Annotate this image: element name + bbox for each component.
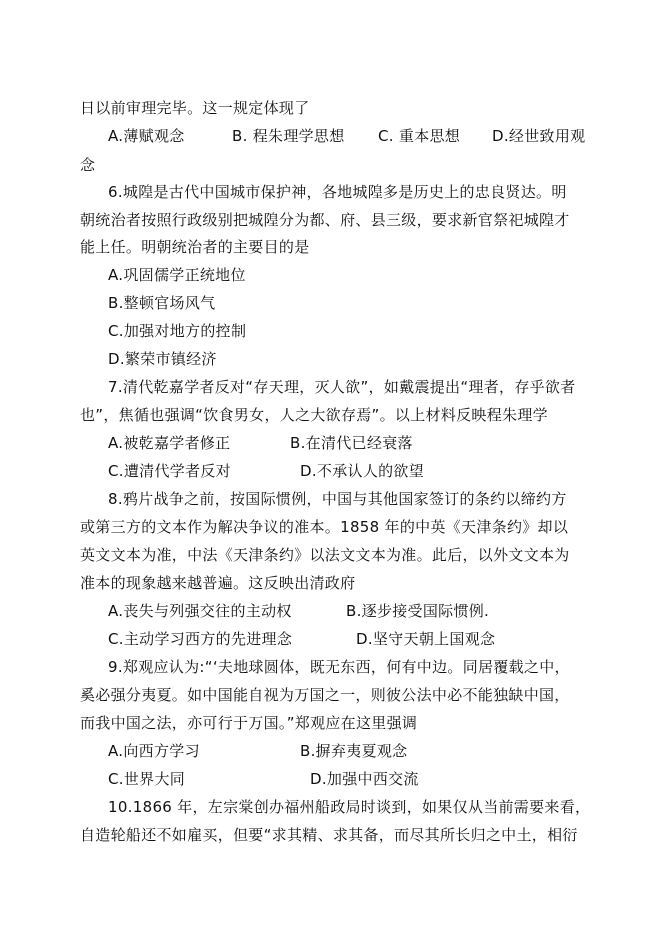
q9-option-d: D.加强中西交流 — [310, 770, 419, 788]
q7-option-c: C.遭清代学者反对 — [108, 462, 231, 480]
q9-option-a: A.向西方学习 — [108, 742, 200, 760]
q6-option-b: B.整顿官场风气 — [108, 294, 216, 312]
q6-option-a: A.巩固儒学正统地位 — [108, 266, 246, 284]
q6-option-d: D.繁荣市镇经济 — [108, 350, 217, 368]
q9-option-b: B.摒弃夷夏观念 — [300, 742, 408, 760]
q6-stem-line-1: 6.城隍是古代中国城市保护神，各地城隍多是历史上的忠良贤达。明 — [108, 183, 567, 201]
q8-option-c: C.主动学习西方的先进理念 — [108, 630, 293, 648]
q6-stem-line-2: 朝统治者按照行政级别把城隍分为都、府、县三级，要求新官祭祀城隍才 — [80, 211, 570, 229]
q5-option-a: A.薄赋观念 — [108, 127, 185, 145]
q9-stem-line-2: 奚必强分夷夏。如中国能自视为万国之一，则彼公法中必不能独缺中国， — [80, 686, 570, 704]
q9-stem-line-1: 9.郑观应认为:“‘夫地球圆体，既无东西，何有中边。同居覆载之中， — [108, 658, 570, 676]
q9-stem-line-3: 而我中国之法，亦可行于万国。”郑观应在这里强调 — [80, 714, 418, 732]
q7-option-d: D.不承认人的欲望 — [300, 462, 425, 480]
q8-stem-line-1: 8.鸦片战争之前，按国际惯例，中国与其他国家签订的条约以缔约方 — [108, 490, 567, 508]
q8-stem-line-2: 或第三方的文本作为解决争议的准本。1858 年的中英《天津条约》却以 — [80, 518, 569, 536]
q8-option-d: D.坚守天朝上国观念 — [356, 630, 496, 648]
q10-stem-line-1: 10.1866 年，左宗棠创办福州船政局时谈到，如果仅从当前需要来看， — [108, 798, 591, 816]
q8-option-b: B.逐步接受国际惯例. — [346, 602, 490, 620]
q7-option-b: B.在清代已经衰落 — [290, 434, 413, 452]
q7-option-a: A.被乾嘉学者修正 — [108, 434, 231, 452]
q8-stem-line-4: 准本的现象越来越普遍。这反映出清政府 — [80, 574, 356, 592]
q10-stem-line-2: 自造轮船还不如雇买，但要“求其精、求其备，而尽其所长归之中土，相衍 — [80, 826, 578, 844]
q5-option-b: B. 程朱理学思想 — [232, 127, 345, 145]
q5-option-d: D.经世致用观 — [492, 127, 586, 145]
q8-option-a: A.丧失与列强交往的主动权 — [108, 602, 292, 620]
q5-stem-tail: 日以前审理完毕。这一规定体现了 — [80, 99, 310, 117]
q7-stem-line-2: 也”，焦循也强调“饮食男女，人之大欲存焉”。以上材料反映程朱理学 — [80, 406, 548, 424]
q8-stem-line-3: 英文文本为准，中法《天津条约》以法文文本为准。此后，以外文文本为 — [80, 546, 570, 564]
q7-stem-line-1: 7.清代乾嘉学者反对“存天理，灭人欲”，如戴震提出“理者，存乎欲者 — [108, 378, 576, 396]
q6-stem-line-3: 能上任。明朝统治者的主要目的是 — [80, 238, 310, 256]
q5-option-c: C. 重本思想 — [378, 127, 461, 145]
q5-option-d-wrap: 念 — [80, 156, 96, 174]
q9-option-c: C.世界大同 — [108, 770, 186, 788]
q6-option-c: C.加强对地方的控制 — [108, 322, 247, 340]
